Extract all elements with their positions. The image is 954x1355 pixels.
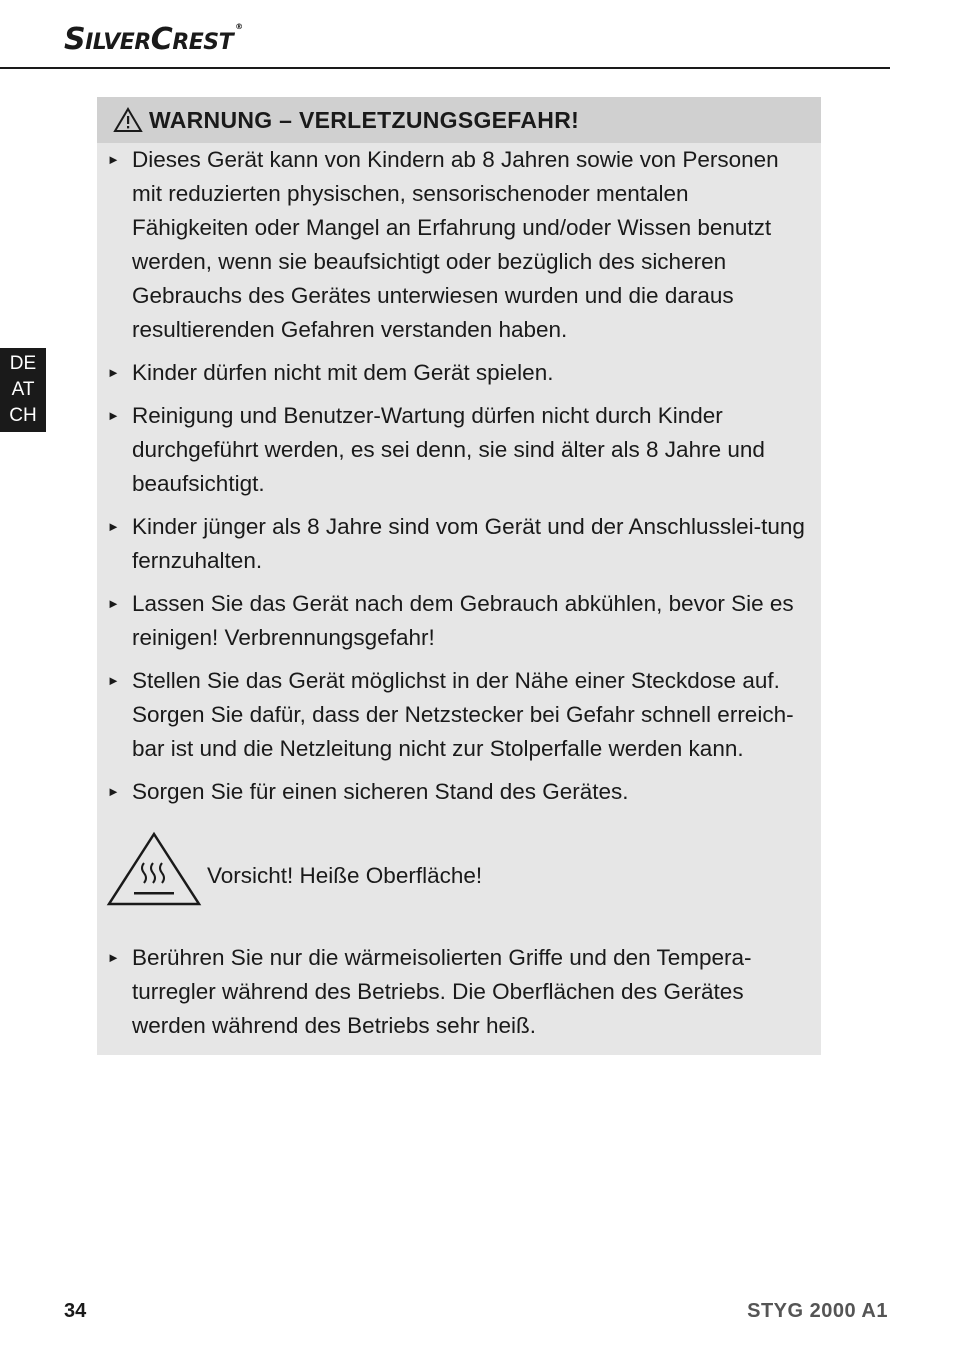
- bullet-arrow-icon: ►: [107, 408, 120, 423]
- bullet-arrow-icon: ►: [107, 152, 120, 167]
- item-text: Berühren Sie nur die wärmeisolierten Griffe und den Tempera-turregler während des Betriebs. Die Oberflächen des Gerätes werden während des Betriebs sehr heiß.: [132, 945, 752, 1038]
- lang-de: DE: [9, 353, 37, 374]
- hot-surface-icon: [106, 831, 202, 907]
- warning-triangle-icon: [113, 107, 143, 133]
- list-item: [97, 143, 821, 347]
- warning-list-2: [97, 941, 821, 1043]
- list-item: [97, 356, 821, 390]
- warning-box: [97, 97, 821, 1055]
- bullet-arrow-icon: ►: [107, 519, 120, 534]
- registered-mark: ®: [235, 22, 243, 31]
- list-item: [97, 399, 821, 501]
- item-text: Kinder jünger als 8 Jahre sind vom Gerät und der Anschlusslei-tung fernzuhalten.: [132, 514, 805, 573]
- brand-part-ilver: ILVER: [85, 30, 151, 55]
- caution-label: Vorsicht! Heiße Oberfläche!: [207, 863, 483, 888]
- list-item: [97, 664, 821, 766]
- bullet-arrow-icon: ►: [107, 365, 120, 380]
- bullet-arrow-icon: ►: [107, 596, 120, 611]
- header-rule: [0, 67, 890, 69]
- lang-at: AT: [11, 379, 35, 400]
- brand-letter-c: C: [150, 22, 173, 57]
- bullet-arrow-icon: ►: [107, 950, 120, 965]
- warning-list: [97, 143, 821, 809]
- item-text: Kinder dürfen nicht mit dem Gerät spielen.: [132, 360, 554, 385]
- brand-logo: [64, 22, 243, 57]
- item-text: Stellen Sie das Gerät möglichst in der Nähe einer Steckdose auf. Sorgen Sie dafür, dass der Netzstecker bei Gefahr schnell erreich-bar ist und die Netzleitung nicht zur Stolperfalle werden kann.: [132, 668, 794, 761]
- item-text: Reinigung und Benutzer-Wartung dürfen nicht durch Kinder durchgeführt werden, es sei denn, sie sind älter als 8 Jahre und beaufsichtigt.: [132, 403, 765, 496]
- list-item: [97, 587, 821, 655]
- hot-surface-caution: [97, 831, 821, 941]
- model-number: STYG 2000 A1: [747, 1300, 888, 1322]
- language-tab: [0, 348, 46, 432]
- bullet-arrow-icon: ►: [107, 673, 120, 688]
- list-item: [97, 510, 821, 578]
- page-number: 34: [64, 1300, 87, 1322]
- list-item: [97, 941, 821, 1043]
- item-text: Lassen Sie das Gerät nach dem Gebrauch abkühlen, bevor Sie es reinigen! Verbrennungsgefahr!: [132, 591, 794, 650]
- item-text: Dieses Gerät kann von Kindern ab 8 Jahren sowie von Personen mit reduzierten physischen, sensorischenoder mentalen Fähigkeiten oder Mangel an Erfahrung und/oder Wissen benutzt werden, wenn sie beaufsichtigt oder bezüglich des sicheren Gebrauchs des Gerätes unterwiesen wurden und die daraus resultierenden Gefahren verstanden haben.: [132, 147, 779, 342]
- item-text: Sorgen Sie für einen sicheren Stand des Gerätes.: [132, 779, 629, 804]
- warning-header: [97, 97, 821, 143]
- warning-title: WARNUNG – VERLETZUNGSGEFAHR!: [149, 106, 580, 133]
- lang-ch: CH: [9, 405, 37, 426]
- list-item: [97, 775, 821, 809]
- brand-letter-s: S: [64, 22, 86, 57]
- brand-part-rest: REST: [172, 30, 234, 55]
- bullet-arrow-icon: ►: [107, 784, 120, 799]
